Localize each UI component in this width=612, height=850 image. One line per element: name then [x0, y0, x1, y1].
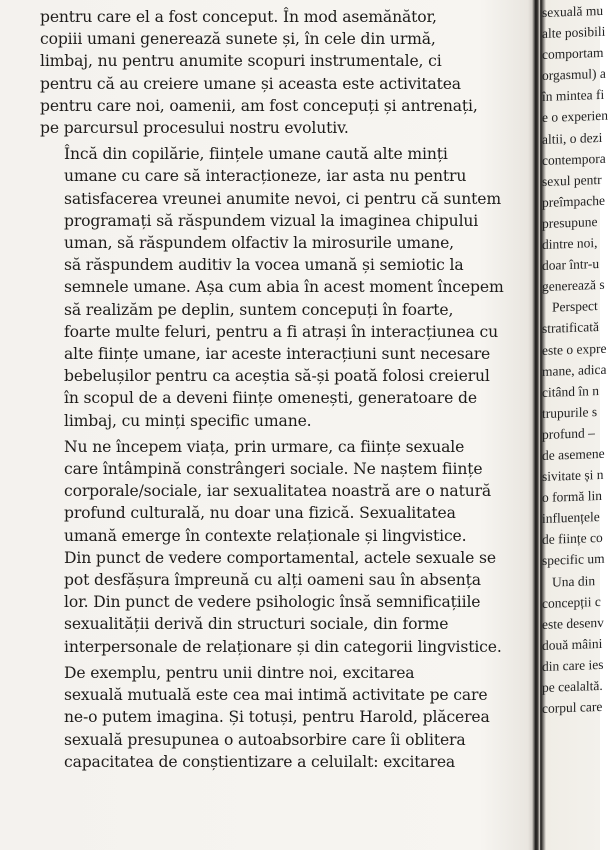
text-line: să realizăm pe deplin, suntem concepuți în foarte,	[64, 300, 454, 319]
text-line: capacitatea de conștientizare a celuilalt: excitarea	[64, 752, 456, 771]
fragment-line: generează s	[542, 277, 605, 295]
text-line: Din punct de vedere comportamental, actele sexuale se	[64, 548, 496, 567]
fragment-line: comportam	[542, 45, 604, 63]
text-line: pentru care el a fost conceput. În mod asemănător,	[40, 8, 437, 26]
text-line: pot desfășura împreună cu alți oameni sau în absența	[64, 571, 481, 590]
text-line: De exemplu, pentru unii dintre noi, excitarea	[64, 663, 415, 682]
text-line: corporale/sociale, iar sexualitatea noastră are o natură	[64, 482, 492, 501]
text-line: alte ființe umane, iar aceste interacțiuni sunt necesare	[64, 345, 491, 364]
text-line: semnele umane. Așa cum abia în acest moment începem	[64, 278, 504, 297]
fragment-line: stratificată	[542, 319, 599, 337]
fragment-line: de ființe co	[542, 530, 603, 548]
text-line: sexuală mutuală este cea mai intimă activitate pe care	[64, 686, 488, 705]
text-line: ne-o putem imagina. Și totuși, pentru Harold, plăcerea	[64, 708, 490, 727]
fragment-line: doar într-u	[542, 256, 600, 274]
fragment-line: alte posibili	[542, 23, 606, 42]
fragment-line: specific um	[542, 551, 605, 569]
fragment-line: pe cealaltă.	[542, 677, 603, 695]
fragment-line: de asemene	[542, 445, 605, 463]
fragment-line: sexul pentr	[542, 171, 602, 189]
text-line: umană emerge în contexte relaționale și lingvistice.	[64, 526, 467, 545]
fragment-line: în mintea fi	[542, 87, 605, 105]
fragment-line: profund –	[542, 425, 595, 442]
text-line: limbaj, nu pentru anumite scopuri instrumentale, ci	[40, 52, 442, 71]
text-line: pe parcursul procesului nostru evolutiv.	[40, 119, 349, 138]
text-line: Nu ne începem viața, prin urmare, ca ființe sexuale	[64, 437, 465, 456]
text-line: programați să răspundem vizual la imaginea chipului	[64, 211, 479, 230]
paragraph	[40, 143, 522, 432]
fragment-line: preîmpache	[542, 192, 605, 210]
text-line: sexualității derivă din structuri sociale, din forme	[64, 615, 449, 634]
fragment-line: citând în n	[542, 382, 599, 400]
text-line: în scopul de a deveni ființe omenești, generatoare de	[64, 389, 477, 408]
text-line: lor. Din punct de vedere psihologic însă semnificațiile	[64, 593, 481, 612]
text-line: foarte multe feluri, pentru a fi atrași în interacțiunea cu	[64, 322, 498, 341]
text-line: profund culturală, nu doar una fizică. Sexualitatea	[64, 504, 456, 523]
text-line: care întâmpină constrângeri sociale. Ne naștem ființe	[64, 460, 483, 479]
fragment-line: corpul care	[542, 698, 603, 717]
text-line: limbaj, cu minți specific umane.	[64, 411, 312, 430]
text-line: să răspundem auditiv la vocea umană și semiotic la	[64, 256, 464, 275]
adjacent-page-fragment	[542, 0, 612, 719]
fragment-line: trupurile s	[542, 403, 598, 421]
fragment-line: dintre noi,	[542, 235, 598, 253]
text-line: satisfacerea vreunei anumite nevoi, ci pentru că suntem	[64, 189, 502, 208]
text-line: bebelușilor pentru ca aceștia să-și poată folosi creierul	[64, 367, 490, 386]
text-line: sexuală presupunea o autoabsorbire care îi oblitera	[64, 730, 466, 749]
fragment-line: contempora	[542, 150, 606, 168]
text-line: pentru că au creiere umane și aceasta este activitatea	[40, 74, 461, 93]
fragment-line: Perspect	[552, 298, 598, 315]
fragment-line: sexuală mu	[542, 2, 604, 21]
main-text-column	[40, 6, 522, 777]
fragment-line: este o expre	[542, 340, 607, 358]
fragment-line: presupune	[542, 213, 598, 231]
fragment-line: concepții c	[542, 593, 601, 611]
text-line: umane cu care să interacționeze, iar asta nu pentru	[64, 167, 467, 186]
fragment-line: e o experien	[542, 108, 608, 126]
fragment-line: din care ies	[542, 656, 604, 674]
fragment-line: două mâini	[542, 635, 603, 653]
fragment-line: este desenv	[542, 614, 604, 632]
fragment-line: o formă lin	[542, 488, 602, 506]
paragraph	[40, 436, 522, 658]
text-line: copiii umani generează sunete și, în cele din urmă,	[40, 30, 436, 49]
fragment-line: orgasmul) a	[542, 66, 606, 84]
fragment-line: altii, o dezi	[542, 129, 603, 147]
fragment-line: Una din	[552, 572, 596, 590]
text-line: interpersonale de relaționare și din categorii lingvistice.	[64, 637, 502, 656]
fragment-line: mane, adica	[542, 361, 607, 379]
text-line: pentru care noi, oamenii, am fost concepuți și antrenați,	[40, 96, 478, 115]
text-line: uman, să răspundem olfactiv la mirosurile umane,	[64, 234, 454, 253]
fragment-line: sivitate și n	[542, 466, 604, 485]
paragraph	[40, 6, 522, 139]
fragment-line: influențele	[542, 509, 600, 527]
paragraph	[40, 662, 522, 773]
text-line: Încă din copilărie, ființele umane caută alte minți	[64, 145, 448, 164]
book-gutter	[532, 0, 540, 850]
